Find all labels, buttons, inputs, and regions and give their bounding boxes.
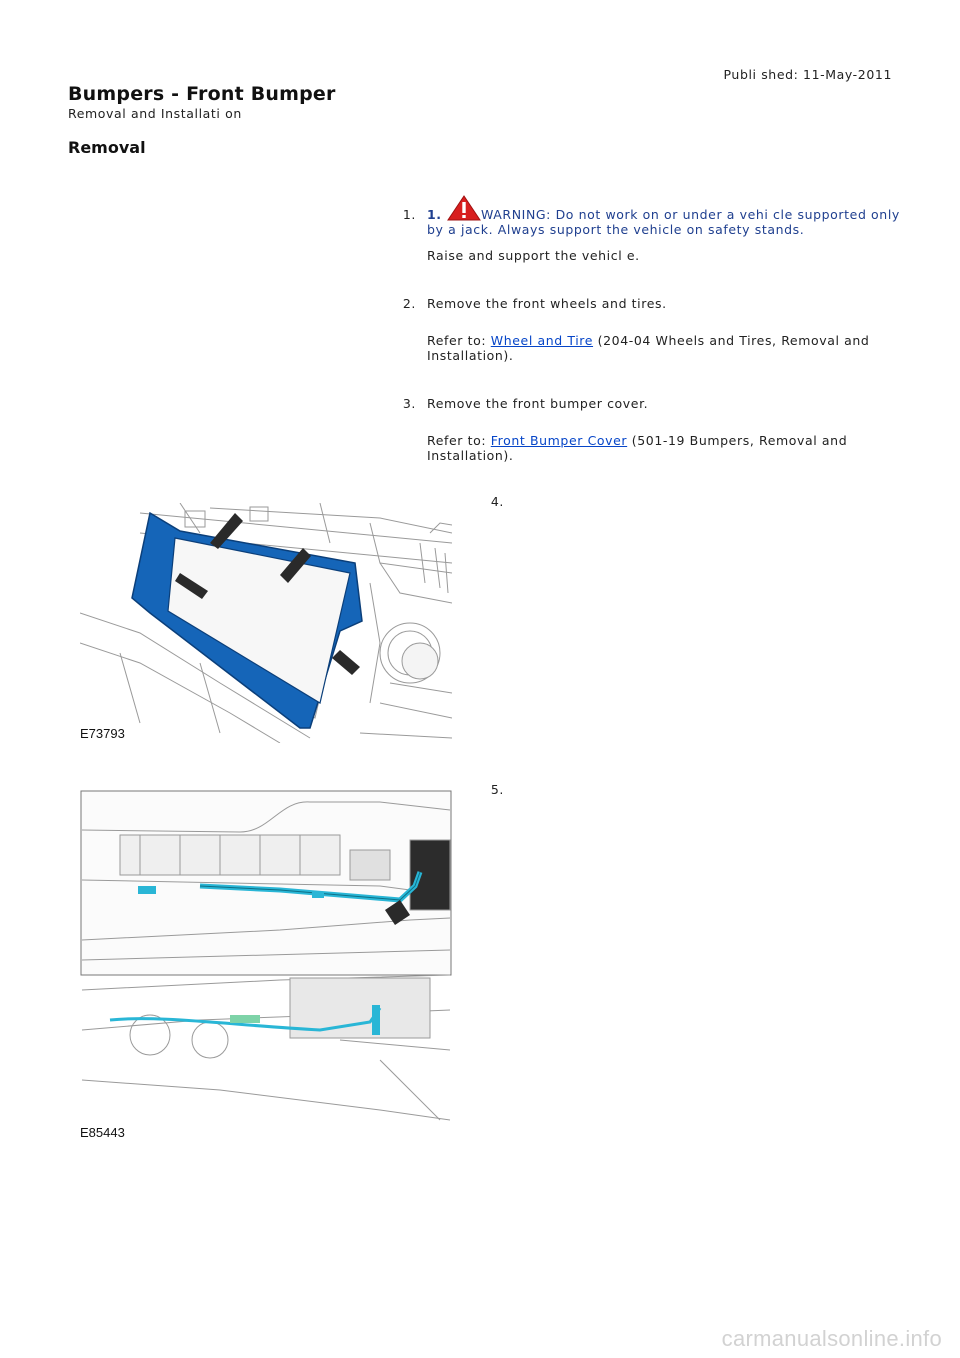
step-number: 4.: [490, 494, 504, 509]
warning-triangle-icon: [447, 195, 481, 221]
step-1-warning: [427, 195, 900, 237]
refer-prefix: Refer to:: [427, 433, 487, 448]
step-1-body: Raise and support the vehicl e.: [427, 248, 640, 263]
step-3-body: Remove the front bumper cover.: [427, 396, 649, 411]
step-number: 3.: [402, 396, 416, 411]
refer-suffix: (501-19 Bumpers, Removal and: [631, 433, 848, 448]
wheel-and-tire-link[interactable]: Wheel and Tire: [490, 333, 594, 348]
step-number: 1.: [402, 207, 416, 222]
front-bumper-hose-illustration: [80, 790, 452, 1142]
figure-e73793: [80, 503, 452, 743]
step-3-reference: [427, 433, 897, 463]
front-bumper-cover-link[interactable]: Front Bumper Cover: [490, 433, 628, 448]
warning-step-label: 1.: [427, 207, 442, 222]
refer-suffix-line-2: Installation).: [427, 448, 514, 463]
published-date: Publi shed: 11-May-2011: [723, 67, 892, 82]
step-number: 2.: [402, 296, 416, 311]
figure-code-e85443: E85443: [80, 1125, 125, 1140]
step-2-body: Remove the front wheels and tires.: [427, 296, 667, 311]
page-subtitle: Removal and Installati on: [68, 106, 242, 121]
warning-text-line-1: WARNING: Do not work on or under a vehi cle supported only: [481, 207, 900, 222]
refer-suffix-line-2: Installation).: [427, 348, 514, 363]
page-title: Bumpers - Front Bumper: [68, 83, 336, 105]
refer-suffix: (204-04 Wheels and Tires, Removal and: [597, 333, 870, 348]
step-number: 5.: [490, 782, 504, 797]
section-heading: Removal: [68, 138, 146, 157]
watermark: carmanualsonline.info: [721, 1326, 942, 1351]
warning-text-line-2: by a jack. Always support the vehicle on safety stands.: [427, 222, 805, 237]
front-bumper-beam-illustration: [80, 503, 452, 743]
step-2-reference: [427, 333, 897, 363]
refer-prefix: Refer to:: [427, 333, 487, 348]
figure-code-e73793: E73793: [80, 726, 125, 741]
figure-e85443: [80, 790, 452, 1142]
